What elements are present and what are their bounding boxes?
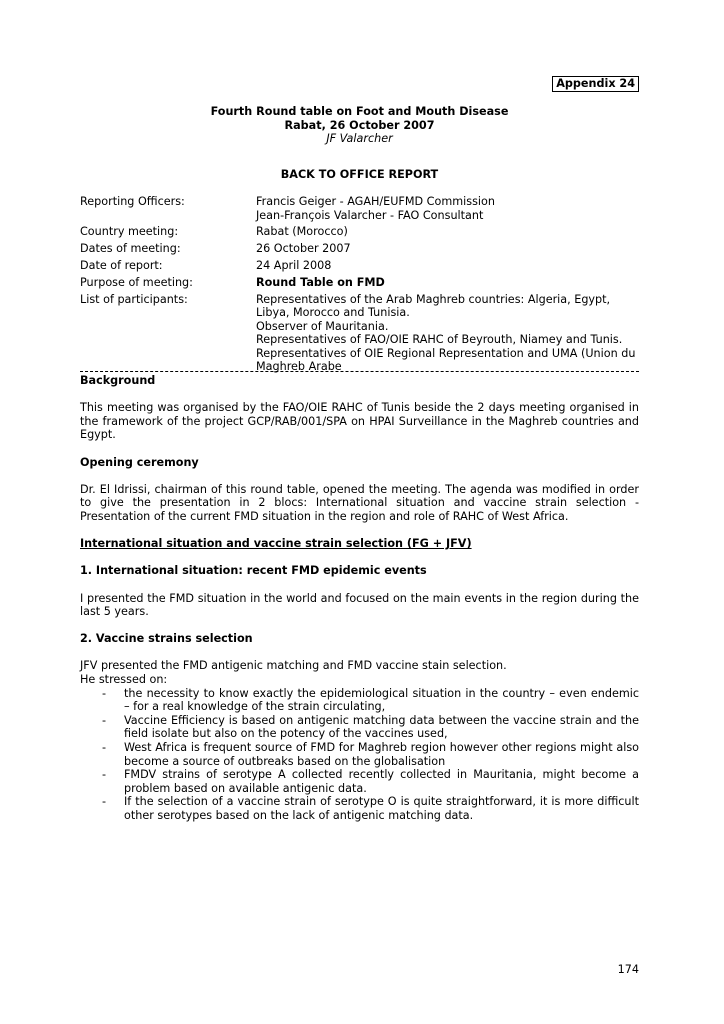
meta-row-participants bbox=[80, 293, 639, 375]
dash-bullet: - bbox=[102, 713, 107, 727]
meta-row-report-date bbox=[80, 259, 639, 273]
list-item-text: If the selection of a vaccine strain of serotype O is quite straightforward, it is more difficult other serotypes based on the lack of antigenic matching data. bbox=[124, 795, 639, 822]
meta-label: Country meeting: bbox=[80, 225, 179, 239]
list-item-text: the necessity to know exactly the epidemiological situation in the country – even endemic – for a real knowledge of the strain circulating, bbox=[124, 686, 639, 714]
title-line-2: Rabat, 26 October 2007 bbox=[284, 118, 435, 132]
list-item bbox=[80, 714, 639, 741]
title-block bbox=[80, 105, 639, 146]
section-2-heading: 2. Vaccine strains selection bbox=[80, 632, 253, 646]
meta-value bbox=[256, 195, 639, 222]
dash-bullet: - bbox=[102, 795, 107, 809]
section-2-intro-1: JFV presented the FMD antigenic matching and FMD vaccine stain selection. bbox=[80, 659, 507, 673]
meta-value: Round Table on FMD bbox=[256, 275, 385, 289]
list-item bbox=[80, 768, 639, 795]
participants-line-1: Representatives of the Arab Maghreb countries: Algeria, Egypt, Libya, Morocco and Tunisia. bbox=[256, 292, 611, 320]
document-page bbox=[80, 0, 639, 1024]
section-1-paragraph: I presented the FMD situation in the world and focused on the main events in the region during the last 5 years. bbox=[80, 591, 639, 619]
meta-row-dates bbox=[80, 242, 639, 256]
reporting-officer-1: Francis Geiger - AGAH/EUFMD Commission bbox=[256, 195, 495, 208]
opening-paragraph: Dr. El Idrissi, chairman of this round table, opened the meeting. The agenda was modified in order to give the presentation in 2 blocs: International situation and vaccine strain selection - Presentation of the current FMD situation in the region and role of RAHC of West Africa. bbox=[80, 482, 639, 523]
background-paragraph: This meeting was organised by the FAO/OIE RAHC of Tunis beside the 2 days meeting organised in the framework of the project GCP/RAB/001/SPA on HPAI Surveillance in the Maghreb countries and Egypt. bbox=[80, 401, 639, 442]
list-item bbox=[80, 795, 639, 822]
reporting-officer-2: Jean-François Valarcher - FAO Consultant bbox=[256, 208, 484, 222]
list-item bbox=[80, 741, 639, 768]
meta-value: 24 April 2008 bbox=[256, 258, 332, 272]
list-item-text: FMDV strains of serotype A collected recently collected in Mauritania, might become a problem based on available antigenic data. bbox=[124, 768, 639, 795]
report-title: BACK TO OFFICE REPORT bbox=[280, 168, 439, 181]
meta-row-purpose bbox=[80, 276, 639, 290]
meta-label: Purpose of meeting: bbox=[80, 275, 193, 289]
meta-row-reporting bbox=[80, 195, 639, 222]
list-item bbox=[80, 687, 639, 714]
meta-value: Rabat (Morocco) bbox=[256, 225, 348, 239]
meta-value: 26 October 2007 bbox=[256, 242, 351, 256]
section-2-intro-2: He stressed on: bbox=[80, 673, 168, 687]
stress-list bbox=[80, 687, 639, 823]
participants-line-3: Representatives of FAO/OIE RAHC of Beyrouth, Niamey and Tunis. bbox=[256, 333, 623, 347]
list-item-text: Vaccine Efficiency is based on antigenic matching data between the vaccine strain and the field isolate but also on the potency of the vaccines used, bbox=[124, 713, 639, 741]
page-number: 174 bbox=[617, 963, 639, 976]
dash-bullet: - bbox=[102, 741, 107, 755]
international-heading: International situation and vaccine strain selection (FG + JFV) bbox=[80, 537, 472, 551]
background-heading: Background bbox=[80, 374, 156, 387]
report-body bbox=[80, 374, 639, 823]
meta-row-country bbox=[80, 225, 639, 239]
participants-line-2: Observer of Mauritania. bbox=[256, 319, 389, 333]
participants-line-4: Representatives of OIE Regional Representation and UMA (Union du Maghreb Arabe bbox=[256, 346, 636, 374]
dash-bullet: - bbox=[102, 686, 107, 700]
meta-label: Date of report: bbox=[80, 258, 163, 272]
report-metadata bbox=[80, 195, 639, 377]
meta-label: Reporting Officers: bbox=[80, 195, 185, 208]
title-author: JF Valarcher bbox=[326, 132, 393, 146]
meta-value bbox=[256, 293, 639, 375]
list-item-text: West Africa is frequent source of FMD for Maghreb region however other regions might also become a source of outbreaks based on the globalisation bbox=[124, 741, 639, 768]
opening-heading: Opening ceremony bbox=[80, 455, 199, 469]
section-1-heading: 1. International situation: recent FMD epidemic events bbox=[80, 564, 427, 578]
appendix-label: Appendix 24 bbox=[552, 76, 639, 92]
dotted-divider bbox=[80, 371, 639, 372]
meta-label: Dates of meeting: bbox=[80, 242, 181, 256]
dash-bullet: - bbox=[102, 768, 107, 782]
title-line-1: Fourth Round table on Foot and Mouth Disease bbox=[210, 105, 509, 118]
meta-label: List of participants: bbox=[80, 292, 188, 306]
